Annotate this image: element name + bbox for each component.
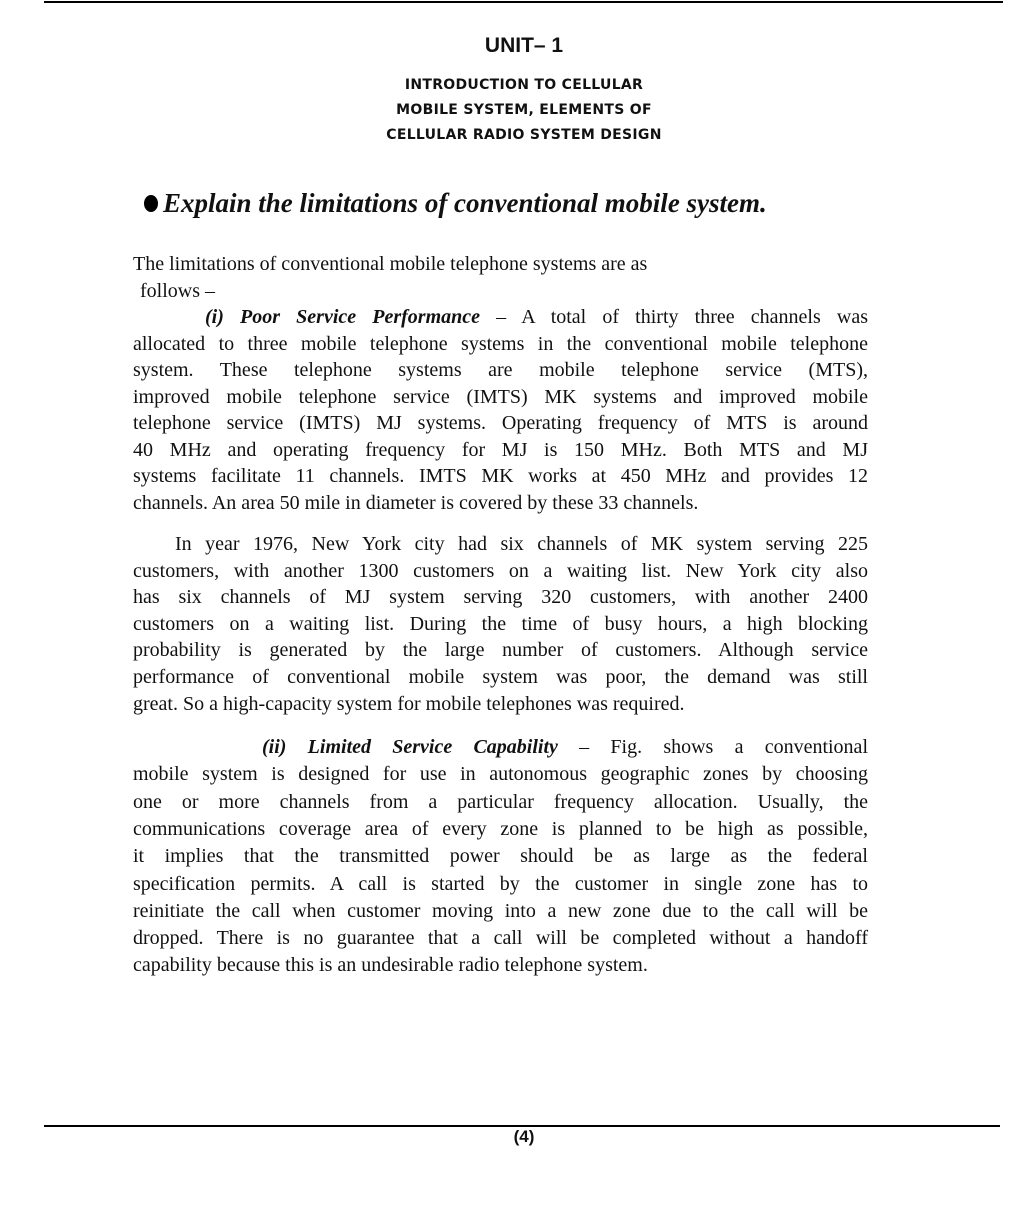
paragraph-3-line	[175, 531, 868, 557]
line-text: system. These telephone systems are mobile telephone service (MTS),	[133, 359, 868, 381]
line-text: performance of conventional mobile system was poor, the demand was still	[133, 666, 868, 688]
line-text: customers on a waiting list. During the time of busy hours, a high blocking	[133, 612, 868, 635]
chapter-title-line-1: INTRODUCTION TO CELLULAR	[404, 77, 644, 93]
line-text: one or more channels from a particular frequency allocation. Usually, the	[133, 790, 868, 813]
line-text: The limitations of conventional mobile telephone systems are as	[133, 253, 648, 275]
paragraph-1-line	[133, 251, 868, 277]
paragraph-4-line	[133, 843, 868, 869]
line-text: 40 MHz and operating frequency for MJ is 150 MHz. Both MTS and MJ	[133, 438, 868, 461]
paragraph-2-line	[133, 331, 868, 357]
paragraph-2-line	[133, 437, 868, 463]
paragraph-4-line	[133, 898, 868, 924]
line-text: has six channels of MJ system serving 320 customers, with another 2400	[133, 586, 868, 609]
section-label: (ii) Limited Service Capability	[262, 736, 558, 758]
line-text: reinitiate the call when customer moving into a new zone due to the call will be	[133, 899, 868, 922]
paragraph-3-line	[133, 584, 868, 610]
paragraph-3-line	[133, 664, 868, 690]
bullet-icon	[144, 195, 158, 212]
paragraph-2-line	[133, 357, 868, 383]
line-text: probability is generated by the large number of customers. Although service	[133, 639, 868, 662]
paragraph-4-line	[133, 925, 868, 951]
line-text: capability because this is an undesirable radio telephone system.	[133, 954, 648, 977]
unit-heading: UNIT– 1	[484, 34, 564, 57]
paragraph-3-line	[133, 558, 868, 584]
line-text: mobile system is designed for use in autonomous geographic zones by choosing	[133, 763, 868, 786]
section-label: (i) Poor Service Performance	[205, 306, 481, 328]
paragraph-4-line	[133, 952, 868, 978]
line-text: – Fig. shows a conventional	[557, 736, 868, 758]
paragraph-3-line	[133, 611, 868, 637]
paragraph-2-line	[205, 304, 868, 330]
line-text: systems facilitate 11 channels. IMTS MK works at 450 MHz and provides 12	[133, 465, 868, 487]
chapter-title-line-2: MOBILE SYSTEM, ELEMENTS OF	[396, 102, 652, 118]
line-text: dropped. There is no guarantee that a call will be completed without a handoff	[133, 927, 868, 950]
paragraph-4-line	[133, 816, 868, 842]
chapter-title-line-3: CELLULAR RADIO SYSTEM DESIGN	[386, 127, 662, 143]
line-text: In year 1976, New York city had six channels of MK system serving 225	[175, 533, 868, 555]
question-heading: Explain the limitations of conventional mobile system.	[163, 188, 767, 218]
page-number: (4)	[513, 1127, 535, 1146]
paragraph-2-line	[133, 463, 868, 489]
paragraph-2-line	[133, 384, 868, 410]
line-text: specification permits. A call is started by the customer in single zone has to	[133, 872, 868, 895]
line-text: customers, with another 1300 customers on a waiting list. New York city also	[133, 559, 868, 582]
paragraph-3-line	[133, 691, 868, 717]
line-text: follows –	[140, 280, 215, 302]
line-text: channels. An area 50 mile in diameter is covered by these 33 channels.	[133, 491, 699, 514]
paragraph-4-line	[133, 789, 868, 815]
line-text: it implies that the transmitted power should be as large as the federal	[133, 845, 868, 868]
paragraph-4-line	[133, 871, 868, 897]
top-rule	[44, 1, 1003, 3]
line-text: improved mobile telephone service (IMTS) MK systems and improved mobile	[133, 385, 868, 408]
paragraph-4-line	[262, 734, 868, 760]
line-text: great. So a high-capacity system for mobile telephones was required.	[133, 692, 685, 715]
paragraph-1-line	[140, 278, 868, 304]
line-text: – A total of thirty three channels was	[480, 306, 868, 328]
line-text: telephone service (IMTS) MJ systems. Operating frequency of MTS is around	[133, 412, 868, 434]
line-text: communications coverage area of every zone is planned to be high as possible,	[133, 817, 868, 840]
paragraph-4-line	[133, 761, 868, 787]
line-text: allocated to three mobile telephone systems in the conventional mobile telephone	[133, 332, 868, 355]
paragraph-3-line	[133, 637, 868, 663]
paragraph-2-line	[133, 490, 868, 516]
paragraph-2-line	[133, 410, 868, 436]
